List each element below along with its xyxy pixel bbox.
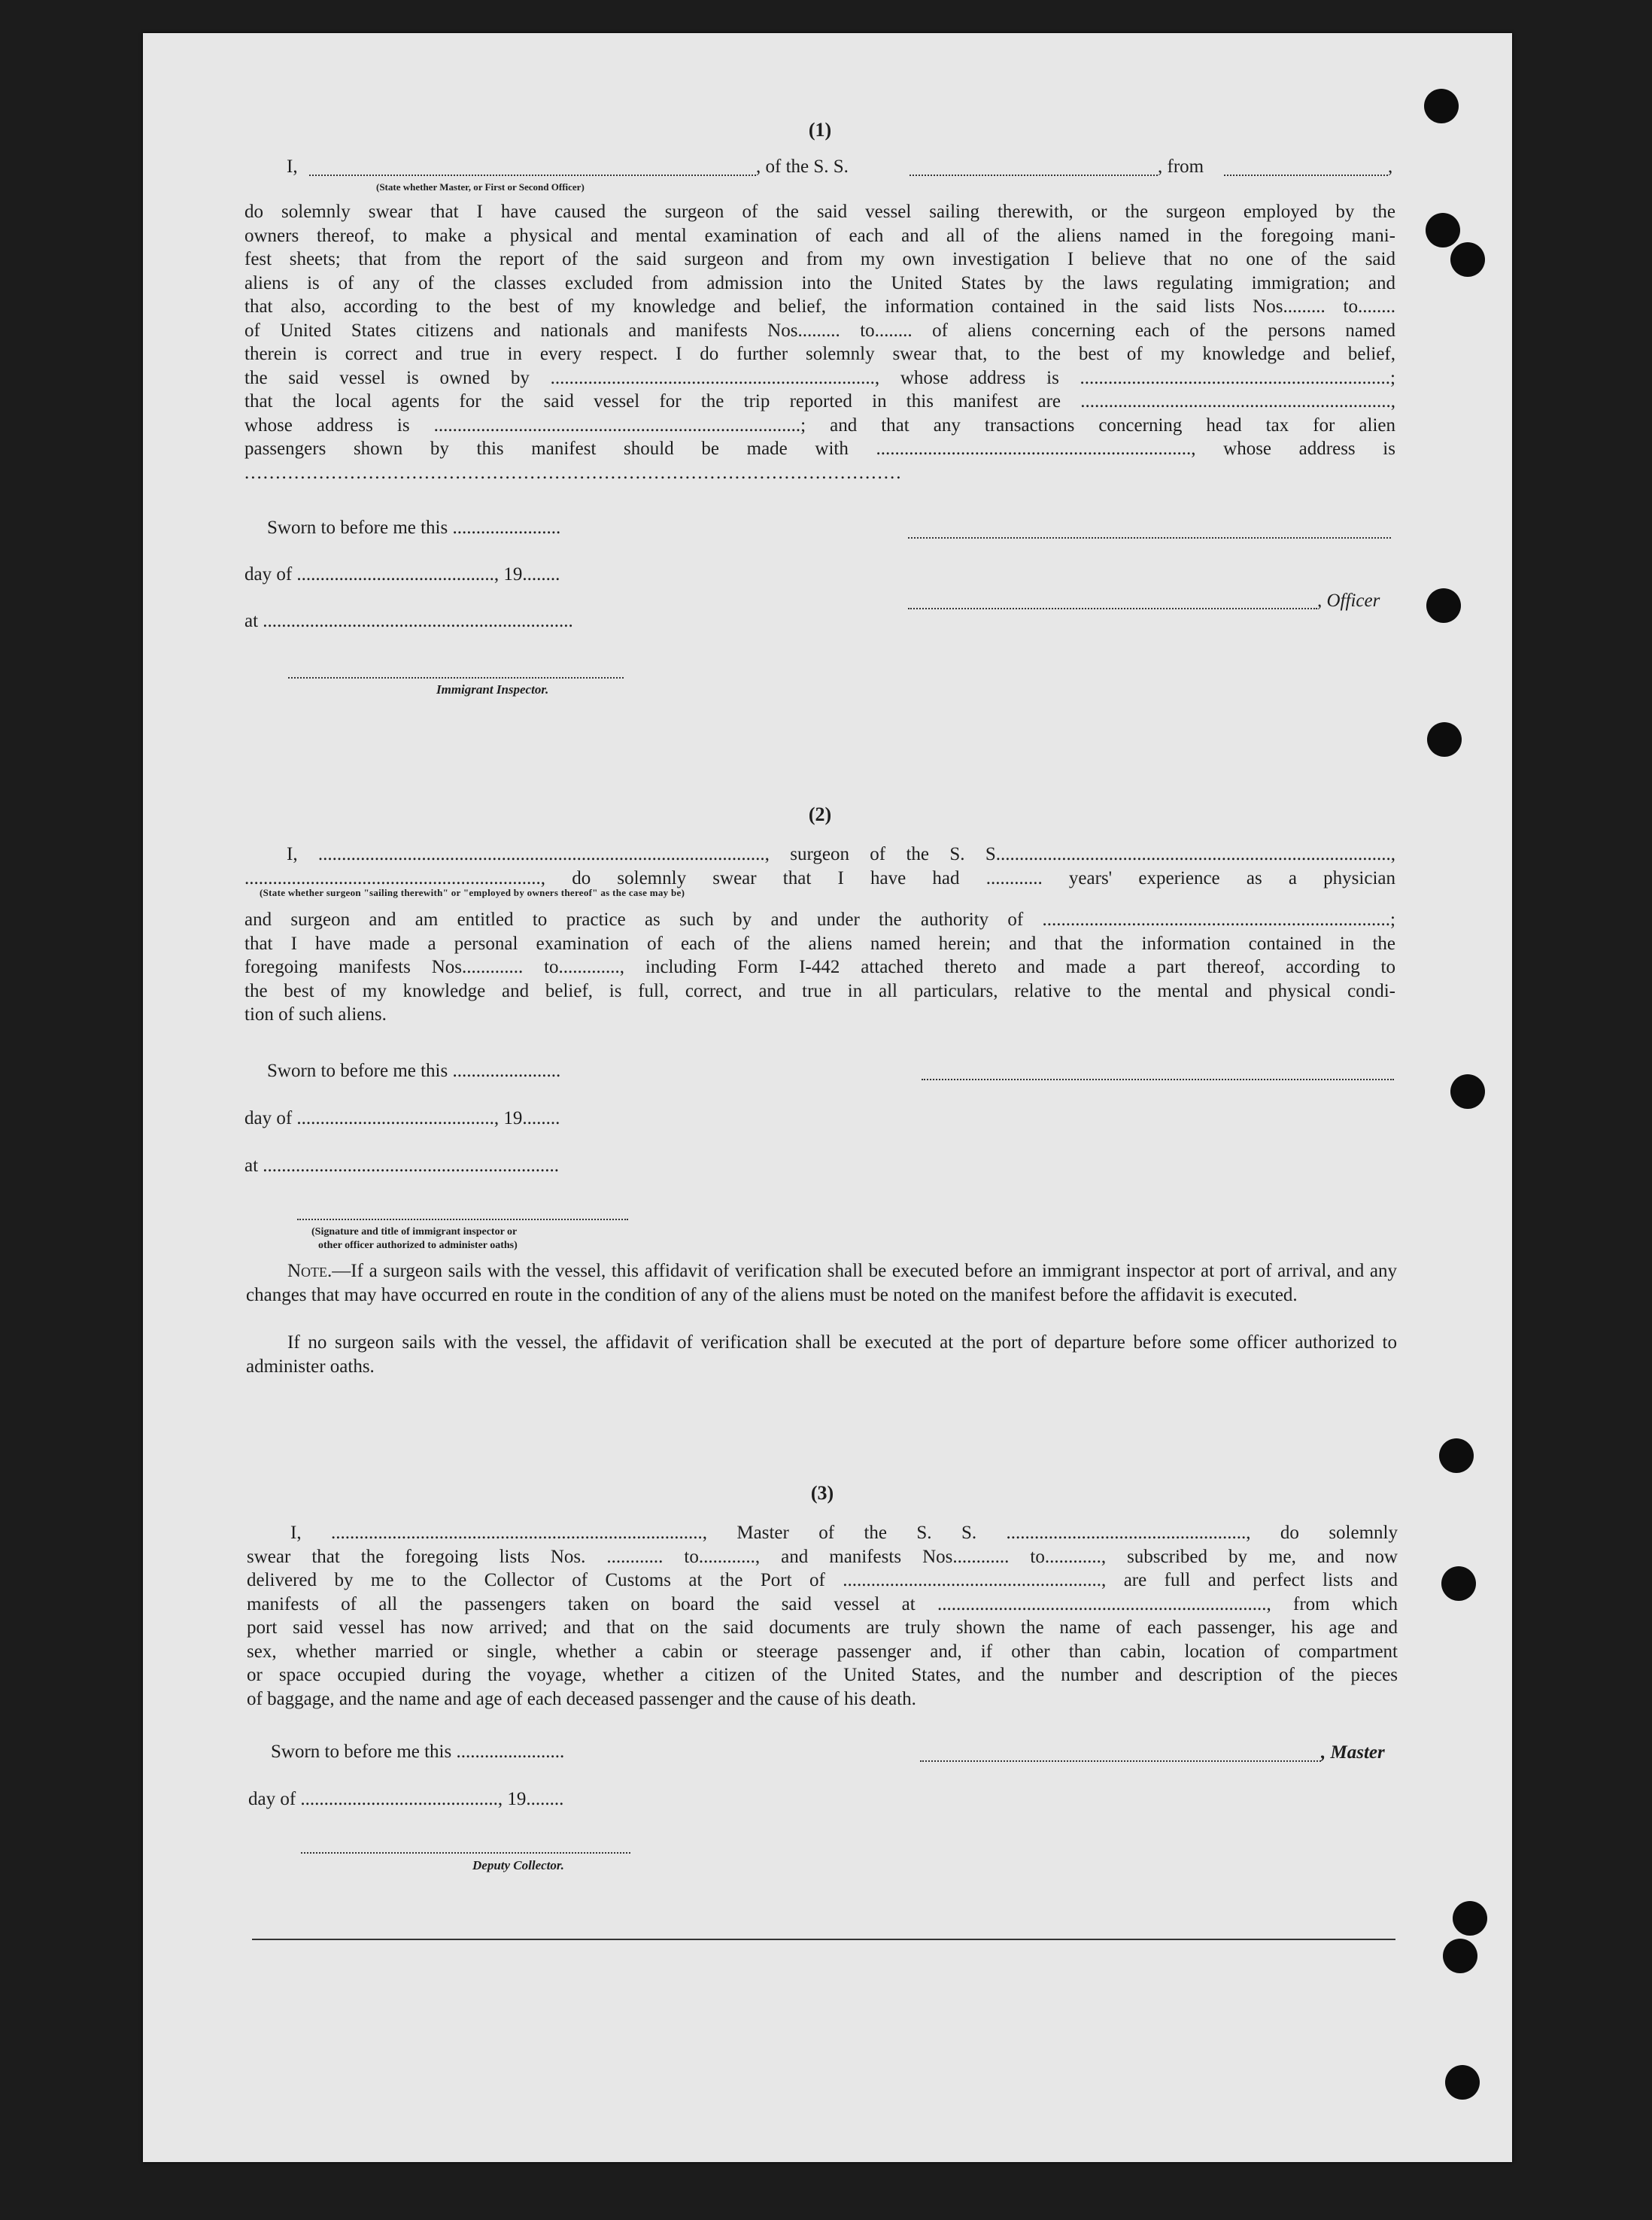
pronoun: I, [287, 156, 298, 177]
surgeon-type-note: (State whether surgeon "sailing therewith" or "employed by owners thereof" as the case may be) [260, 887, 685, 898]
bottom-rule [252, 1939, 1395, 1940]
officer-name-line[interactable] [908, 608, 1317, 609]
section-2-heading: (2) [808, 803, 832, 825]
collector-caption: Deputy Collector. [472, 1858, 564, 1872]
sworn-line-3: Sworn to before me this ....................... [271, 1742, 565, 1762]
at-line-2: at ............................................................... [244, 1156, 560, 1176]
punch-hole [1453, 1901, 1487, 1936]
punch-hole [1424, 89, 1459, 123]
master-label: , Master [1321, 1742, 1385, 1763]
section-3 [247, 1482, 1398, 1711]
punch-hole [1450, 242, 1485, 277]
from-label: , from [1158, 156, 1204, 177]
punch-hole [1441, 1566, 1476, 1601]
master-signature-line[interactable] [920, 1760, 1321, 1762]
punch-hole [1427, 722, 1462, 757]
inspector-signature-line[interactable] [288, 677, 624, 679]
punch-hole [1439, 1438, 1474, 1473]
punch-hole [1450, 1074, 1485, 1109]
section-1-heading: (1) [808, 119, 832, 141]
officer-title-field[interactable] [309, 175, 756, 176]
of-ss-label: , of the S. S. [756, 156, 849, 177]
punch-hole [1445, 2065, 1480, 2100]
signature-caption-1: (Signature and title of immigrant inspector or [311, 1226, 518, 1238]
officer-title-note: (State whether Master, or First or Second Officer) [376, 181, 585, 193]
ship-name-field[interactable] [910, 175, 1158, 176]
day-of-line-1: day of .........................................., 19........ [244, 564, 560, 585]
from-port-field[interactable] [1224, 175, 1388, 176]
at-line-1: at .................................................................. [244, 611, 573, 631]
section-3-heading: (3) [810, 1482, 834, 1504]
signature-caption-2: other officer authorized to administer oaths) [318, 1240, 518, 1251]
punch-hole [1443, 1939, 1477, 1973]
collector-signature-line[interactable] [301, 1852, 630, 1854]
note-paragraph-2: If no surgeon sails with the vessel, the affidavit of verification shall be executed at the port of departure before some officer authorized to administer oaths. [246, 1332, 1397, 1377]
section-2-paragraph: and surgeon and am entitled to practice as such by and under the authority of ..........................................................................; that I have made a personal examination of each of the aliens named herein; and that the information contained in the foregoing manifests Nos............. to............., including Form I-442 attached thereto and made a part thereof, according to the best of my knowledge and belief, is full, correct, and true in all particulars, relative to the mental and physical condi- tion of such aliens. [244, 910, 1395, 1025]
punch-hole [1426, 213, 1460, 248]
sworn-line-1: Sworn to before me this ....................... [267, 518, 561, 538]
section-2: (2) I, ..............................................................................................., surgeon of the S. S...................................................................................., ..............................................................., do solemnly swear that I have had ............ years' experience as a physician (State whether surgeon "sailing therewith" or "employed by owners thereof" as the case may be) and surgeon and am entitled to practice as such by and under the authority of ..........................................................................; that I have made a personal examination of each of the aliens named herein; and that the information contained in the foregoing manifests Nos............. to............., including Form I-442 attached thereto and made a part thereof, according to the best of my knowledge and belief, is full, correct, and true in all particulars, relative to the mental and physical condi- tion of such aliens. [244, 803, 1395, 1027]
inspector-signature-line-2[interactable] [297, 1219, 628, 1220]
officer-label: , Officer [1317, 591, 1380, 611]
section-3-paragraph: I, ..............................................................................., Master of the S. S. ..................................................., do solemnly swear that the foregoing lists Nos. ............ to............, and manifests Nos............ to............, subscribed by me, and now delivered by me to the Collector of Customs at the Port of ......................................................., are full and perfect lists and manifests of all the passengers taken on board the said vessel at ......................................................................, from which port said vessel has now arrived; and that on the said documents are truly shown the name of each passenger, his age and sex, whether married or single, whether a cabin or steerage passenger and, if other than cabin, location of compartment or space occupied during the voyage, whether a citizen of the United States, and the number and description of the pieces of baggage, and the name and age of each deceased passenger and the cause of his death. [247, 1523, 1398, 1709]
day-of-line-3: day of .........................................., 19........ [248, 1789, 564, 1809]
punch-hole [1426, 588, 1461, 623]
section-1 [244, 119, 1395, 484]
section-1-paragraph: do solemnly swear that I have caused the surgeon of the said vessel sailing therewith, or the surgeon employed by the owners thereof, to make a physical and mental examination of each and all of the aliens named in the foregoing mani- fest sheets; that from the report of the said surgeon and from my own investigation I believe that no one of the said aliens is of any of the classes excluded from admission into the United States by the laws regulating immigration; and that also, according to the best of my knowledge and belief, the information contained in the said lists Nos......... to........ of United States citizens and nationals and manifests Nos......... to........ of aliens concerning each of the persons named therein is correct and true in every respect. I do further solemnly swear that, to the best of my knowledge and belief, the said vessel is owned by ....................................................................., whose address is ..................................................................; that the local agents for the said vessel for the trip reported in this manifest are .................................................................., whose address is ..............................................................................; and that any transactions concerning head tax for alien passengers shown by this manifest should be made with ..................................................................., whose address is .......................................................................................................... [244, 202, 1395, 483]
sworn-line-2: Sworn to before me this ....................... [267, 1061, 561, 1081]
inspector-caption: Immigrant Inspector. [436, 682, 549, 697]
day-of-line-2: day of .........................................., 19........ [244, 1108, 560, 1128]
officer-signature-line[interactable] [908, 537, 1391, 539]
note-paragraph: Note.—If a surgeon sails with the vessel, this affidavit of verification shall be executed before an immigrant inspector at port of arrival, and any changes that may have occurred en route in the condition of any of the aliens must be noted on the manifest before the affidavit is executed. [246, 1261, 1397, 1305]
surgeon-signature-line[interactable] [922, 1079, 1394, 1080]
oath-intro-line: I, , of the S. S. , from , (State whether Master, or First or Second Officer) [287, 156, 1393, 193]
